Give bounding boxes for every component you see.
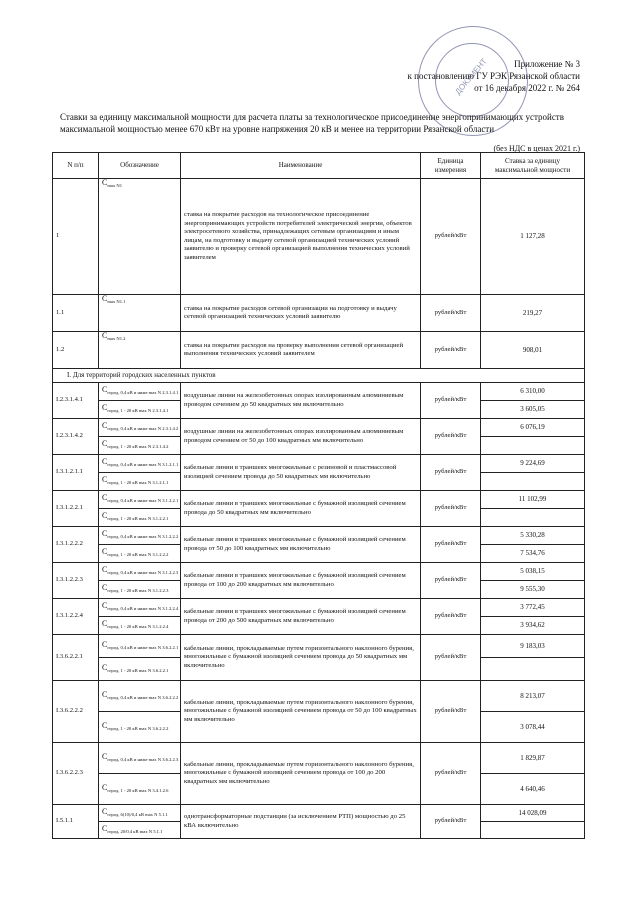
row-name: кабельные линии, прокладываемые путем горизонтального наклонного бурения, многожильные с бумажной изоляцией сечением провода от 50 до 100 квадратных мм включительно (181, 681, 421, 743)
row-symbol-high: $C_{город, 20/0,4 кВ max N 5.1.1}$ (99, 822, 181, 839)
row-symbol-high: $C_{город, 1 - 20 кВ max N 3.1.2.1.1}$ (99, 473, 181, 491)
row-value-low: 9 183,03 (481, 635, 585, 658)
row-name: однотрансформаторные подстанции (за исключением РТП) мощностью до 25 кВА включительно (181, 805, 421, 839)
appendix-number: Приложение № 3 (514, 59, 580, 69)
row-name: кабельные линии, прокладываемые путем горизонтального наклонного бурения, многожильные с бумажной изоляцией сечением провода до 50 квадратных мм включительно (181, 635, 421, 681)
row-symbol-high: $C_{город, 1 - 20 кВ max N 3.4.1.2.6}$ (99, 774, 181, 805)
row-unit: рублей/кВт (421, 332, 481, 369)
seal-text: ДОКУМЕНТ (453, 56, 489, 97)
row-symbol-high: $C_{город, 1 - 20 кВ max N 3.1.2.2.4}$ (99, 617, 181, 635)
row-symbol-high: $C_{город, 1 - 20 кВ max N 3.1.2.2.3}$ (99, 581, 181, 599)
row-value-high (481, 822, 585, 839)
row-value-low: 5 330,28 (481, 527, 585, 545)
row-symbol-low: $C_{город, 0,4 кВ и ниже max N 3.1.2.2.4}$ (99, 599, 181, 617)
col-num: N п/п (53, 153, 99, 179)
row-unit: рублей/кВт (421, 295, 481, 332)
table-row (53, 635, 585, 658)
col-rate: Ставка за единицу максимальной мощности (481, 153, 585, 179)
row-num: I.2.3.1.4.1 (53, 383, 99, 419)
row-value-low: 6 310,00 (481, 383, 585, 401)
row-symbol-high: $C_{город, 1 - 20 кВ max N 2.3.1.4.2}$ (99, 437, 181, 455)
table-row (53, 383, 585, 401)
row-num: 1 (53, 179, 99, 295)
row-num: 1.2 (53, 332, 99, 369)
row-value-low: 14 028,09 (481, 805, 585, 822)
table-row (53, 295, 585, 332)
section-title: I. Для территорий городских населенных пунктов (53, 369, 585, 383)
row-symbol-low: $C_{город, 0,4 кВ и ниже max N 2.3.1.4.2}$ (99, 419, 181, 437)
row-symbol-low: $C_{город, 0,4 кВ и ниже max N 3.1.2.2.3}$ (99, 563, 181, 581)
row-num: I.3.1.2.2.4 (53, 599, 99, 635)
table-row (53, 179, 585, 295)
row-name: кабельные линии в траншеях многожильные с бумажной изоляцией сечением провода от 50 до 100 квадратных мм включительно (181, 527, 421, 563)
row-num: I.3.1.2.1.1 (53, 455, 99, 491)
row-symbol-high: $C_{город, 1 - 20 кВ max N 3.1.2.2.1}$ (99, 509, 181, 527)
row-symbol: $C_{max N1}$ (99, 179, 181, 295)
row-value-high: 3 605,05 (481, 401, 585, 419)
table-row (53, 563, 585, 581)
row-value-high: 3 078,44 (481, 712, 585, 743)
row-unit: рублей/кВт (421, 599, 481, 635)
table-row (53, 419, 585, 437)
row-symbol-high: $C_{город, 1 - 20 кВ max N 3.6.2.2.1}$ (99, 658, 181, 681)
row-symbol-high: $C_{город, 1 - 20 кВ max N 3.6.2.2.2}$ (99, 712, 181, 743)
row-unit: рублей/кВт (421, 455, 481, 491)
row-unit: рублей/кВт (421, 681, 481, 743)
row-value-high: 4 640,46 (481, 774, 585, 805)
section-row (53, 369, 585, 383)
row-symbol-low: $C_{город, 0,4 кВ и ниже max N 3.1.2.2.2}$ (99, 527, 181, 545)
row-value: 1 127,28 (481, 179, 585, 295)
row-value-low: 11 102,99 (481, 491, 585, 509)
rates-table (52, 152, 585, 839)
row-unit: рублей/кВт (421, 383, 481, 419)
row-num: I.3.1.2.2.3 (53, 563, 99, 599)
row-unit: рублей/кВт (421, 743, 481, 805)
row-symbol: $C_{max N1.1}$ (99, 295, 181, 332)
row-unit: рублей/кВт (421, 491, 481, 527)
row-symbol-low: $C_{город, 0,4 кВ и ниже max N 3.1.2.2.1}$ (99, 491, 181, 509)
row-value-high (481, 509, 585, 527)
row-symbol-low: $C_{город, 0,4 кВ и ниже max N 3.6.2.2.3}$ (99, 743, 181, 774)
col-unit: Единица измерения (421, 153, 481, 179)
row-value-high (481, 473, 585, 491)
row-value-low: 6 076,19 (481, 419, 585, 437)
row-name: воздушные линии на железобетонных опорах изолированным алюминиевым проводом сечением от 50 до 100 квадратных мм включительно (181, 419, 421, 455)
row-value-low: 1 829,87 (481, 743, 585, 774)
appendix-date: от 16 декабря 2022 г. № 264 (474, 83, 580, 93)
row-symbol-low: $C_{город, 0,4 кВ и ниже max N 2.3.1.4.1}$ (99, 383, 181, 401)
col-name: Наименование (181, 153, 421, 179)
row-unit: рублей/кВт (421, 563, 481, 599)
row-symbol-low: $C_{город, 6(10)/0,4 кВ max N 5.1.1}$ (99, 805, 181, 822)
row-name: ставка на покрытие расходов на проверку выполнения сетевой организацией выполнения технических условий заявителем (181, 332, 421, 369)
row-unit: рублей/кВт (421, 805, 481, 839)
row-value-low: 3 772,45 (481, 599, 585, 617)
table-row (53, 527, 585, 545)
row-num: I.3.6.2.2.1 (53, 635, 99, 681)
row-symbol-low: $C_{город, 0,4 кВ и ниже max N 3.6.2.2.1}$ (99, 635, 181, 658)
row-symbol-high: $C_{город, 1 - 20 кВ max N 3.1.2.2.2}$ (99, 545, 181, 563)
row-value-high: 3 934,62 (481, 617, 585, 635)
document-title: Ставки за единицу максимальной мощности для расчета платы за технологическое присоединение энергопринимающих устройств максимальной мощностью менее 670 кВт на уровне напряжения 20 кВ и менее на территории Рязанской области (60, 112, 564, 134)
row-name: кабельные линии в траншеях многожильные с бумажной изоляцией сечением провода до 50 квадратных мм включительно (181, 491, 421, 527)
row-value-high (481, 437, 585, 455)
table-row (53, 681, 585, 712)
row-name: ставка на покрытие расходов сетевой организации на подготовку и выдачу сетевой организацией технических условий заявителю (181, 295, 421, 332)
row-value: 908,01 (481, 332, 585, 369)
row-name: кабельные линии в траншеях многожильные с бумажной изоляцией сечением провода от 100 до 200 квадратных мм включительно (181, 563, 421, 599)
row-name: воздушные линии на железобетонных опорах изолированным алюминиевым проводом сечением до 50 квадратных мм включительно (181, 383, 421, 419)
row-value-high: 7 534,76 (481, 545, 585, 563)
row-unit: рублей/кВт (421, 527, 481, 563)
row-value: 219,27 (481, 295, 585, 332)
table-row (53, 455, 585, 473)
table-row (53, 599, 585, 617)
row-symbol-low: $C_{город, 0,4 кВ и ниже max N 3.6.2.2.2}$ (99, 681, 181, 712)
row-symbol: $C_{max N1.2}$ (99, 332, 181, 369)
row-symbol-low: $C_{город, 0,4 кВ и ниже max N 3.1.2.1.1}$ (99, 455, 181, 473)
col-symbol: Обозначение (99, 153, 181, 179)
row-num: I.3.6.2.2.3 (53, 743, 99, 805)
row-num: I.2.3.1.4.2 (53, 419, 99, 455)
row-unit: рублей/кВт (421, 419, 481, 455)
table-header-row (53, 153, 585, 179)
row-num: I.3.1.2.2.1 (53, 491, 99, 527)
row-symbol-high: $C_{город, 1 - 20 кВ max N 2.3.1.4.1}$ (99, 401, 181, 419)
row-unit: рублей/кВт (421, 635, 481, 681)
price-note: (без НДС в ценах 2021 г.) (493, 144, 580, 153)
row-name: кабельные линии в траншеях многожильные с бумажной изоляцией сечением провода от 200 до 500 квадратных мм включительно (181, 599, 421, 635)
row-name: ставка на покрытие расходов на технологическое присоединение энергопринимающих устройств потребителей электрической энергии, объектов электросетевого хозяйства, принадлежащих сетевым организациям и иным лицам, на подготовку и выдачу сетевой организацией технических условий заявителю и проверку сетевой организацией выполнения технических условий заявителем (181, 179, 421, 295)
row-value-high: 9 555,30 (481, 581, 585, 599)
row-num: I.3.6.2.2.2 (53, 681, 99, 743)
appendix-ref: к постановлению ГУ РЭК Рязанской области (407, 71, 580, 81)
row-value-high (481, 658, 585, 681)
row-value-low: 8 213,07 (481, 681, 585, 712)
table-row (53, 743, 585, 774)
row-num: I.3.1.2.2.2 (53, 527, 99, 563)
row-name: кабельные линии, прокладываемые путем горизонтального наклонного бурения, многожильные с бумажной изоляцией сечением провода от 100 до 200 квадратных мм включительно (181, 743, 421, 805)
table-row (53, 805, 585, 822)
row-num: 1.1 (53, 295, 99, 332)
table-row (53, 332, 585, 369)
row-name: кабельные линии в траншеях многожильные с резиновой и пластмассовой изоляцией сечением провода до 50 квадратных мм включительно (181, 455, 421, 491)
row-value-low: 9 224,69 (481, 455, 585, 473)
row-num: I.5.1.1 (53, 805, 99, 839)
row-value-low: 5 038,15 (481, 563, 585, 581)
row-unit: рублей/кВт (421, 179, 481, 295)
table-row (53, 491, 585, 509)
